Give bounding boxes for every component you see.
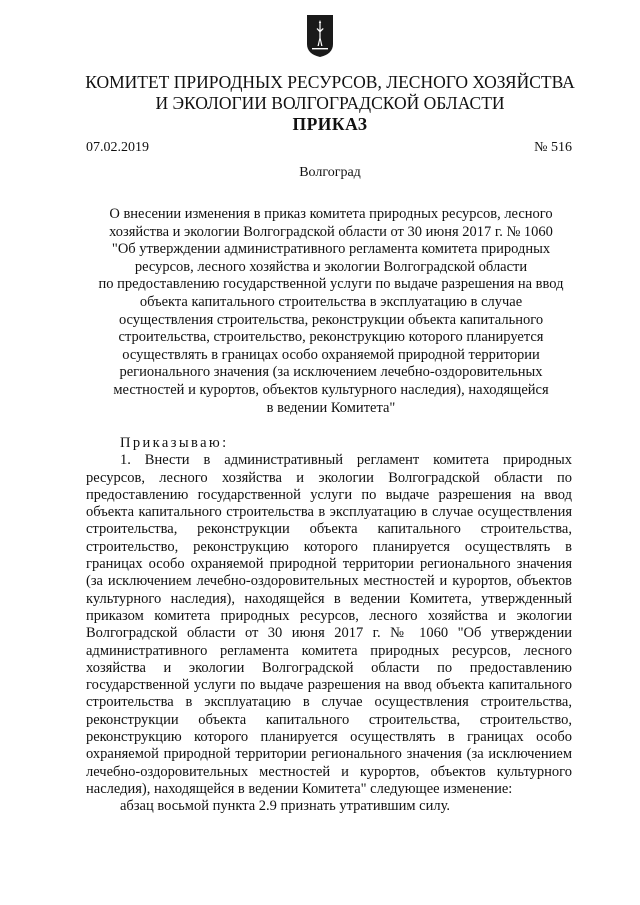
title-line: хозяйства и экологии Волгоградской области от 30 июня 2017 г. № 1060 <box>109 223 553 240</box>
committee-name-line2: И ЭКОЛОГИИ ВОЛГОГРАДСКОЙ ОБЛАСТИ <box>155 93 505 113</box>
order-word: Приказываю: <box>120 435 229 451</box>
committee-name-line1: КОМИТЕТ ПРИРОДНЫХ РЕСУРСОВ, ЛЕСНОГО ХОЗЯЙСТВА <box>85 72 575 92</box>
title-line: О внесении изменения в приказ комитета природных ресурсов, лесного <box>109 206 553 222</box>
coat-of-arms-icon <box>306 14 334 58</box>
title-line: ресурсов, лесного хозяйства и экологии Волгоградской области <box>134 258 528 275</box>
title-line: объекта капитального строительства в эксплуатацию в случае <box>139 293 523 310</box>
document-title <box>86 206 576 417</box>
title-line: в ведении Комитета" <box>266 399 396 416</box>
title-line: по предоставлению государственной услуги по выдаче разрешения на ввод <box>98 276 564 293</box>
title-line: местностей и курортов, объектов культурного наследия), находящейся <box>113 381 549 398</box>
document-date: 07.02.2019 <box>86 140 149 155</box>
title-line: "Об утверждении административного регламента комитета природных <box>111 241 551 258</box>
title-line: осуществлять в границах особо охраняемой природной территории <box>122 346 540 363</box>
document-number: № 516 <box>534 140 572 155</box>
document-body <box>86 435 572 816</box>
title-line: строительства, строительство, реконструкцию которого планируется <box>118 329 544 346</box>
document-header <box>0 72 640 135</box>
document-city: Волгоград <box>299 165 361 180</box>
title-line: регионального значения (за исключением лечебно-оздоровительных <box>119 364 543 381</box>
paragraph-1: 1. Внести в административный регламент комитета природных ресурсов, лесного хозяйства и экологии Волгоградской области по предоставлению государственной услуги по выдаче разрешения на ввод объекта капитального строительства в эксплуатацию в случае осуществления строительства, реконструкции объекта капитального строительства, строительство, реконструкцию которого планируется осуществлять в границах особо охраняемой природной территории регионального значения (за исключением лечебно-оздоровительных местностей и курортов, объектов культурного наследия), находящейся в ведении Комитета, утвержденный приказом комитета природных ресурсов, лесного хозяйства и экологии Волгоградской области от 30 июня 2017 г. № 1060 "Об утверждении административного регламента комитета природных ресурсов, лесного хозяйства и экологии Волгоградской области по предоставлению государственной услуги по выдаче разрешения на ввод объекта капитального строительства в эксплуатацию в случае осуществления строительства, реконструкции объекта капитального строительства, строительство, реконструкцию которого планируется осуществлять в границах особо охраняемой природной территории регионального значения (за исключением лечебно-оздоровительных местностей и курортов, объектов культурного наследия), находящейся в ведении Комитета" следующее изменение: <box>86 452 572 797</box>
paragraph-2: абзац восьмой пункта 2.9 признать утратившим силу. <box>120 798 451 815</box>
title-line: осуществления строительства, реконструкции объекта капитального <box>118 311 544 328</box>
document-type: ПРИКАЗ <box>292 114 368 134</box>
